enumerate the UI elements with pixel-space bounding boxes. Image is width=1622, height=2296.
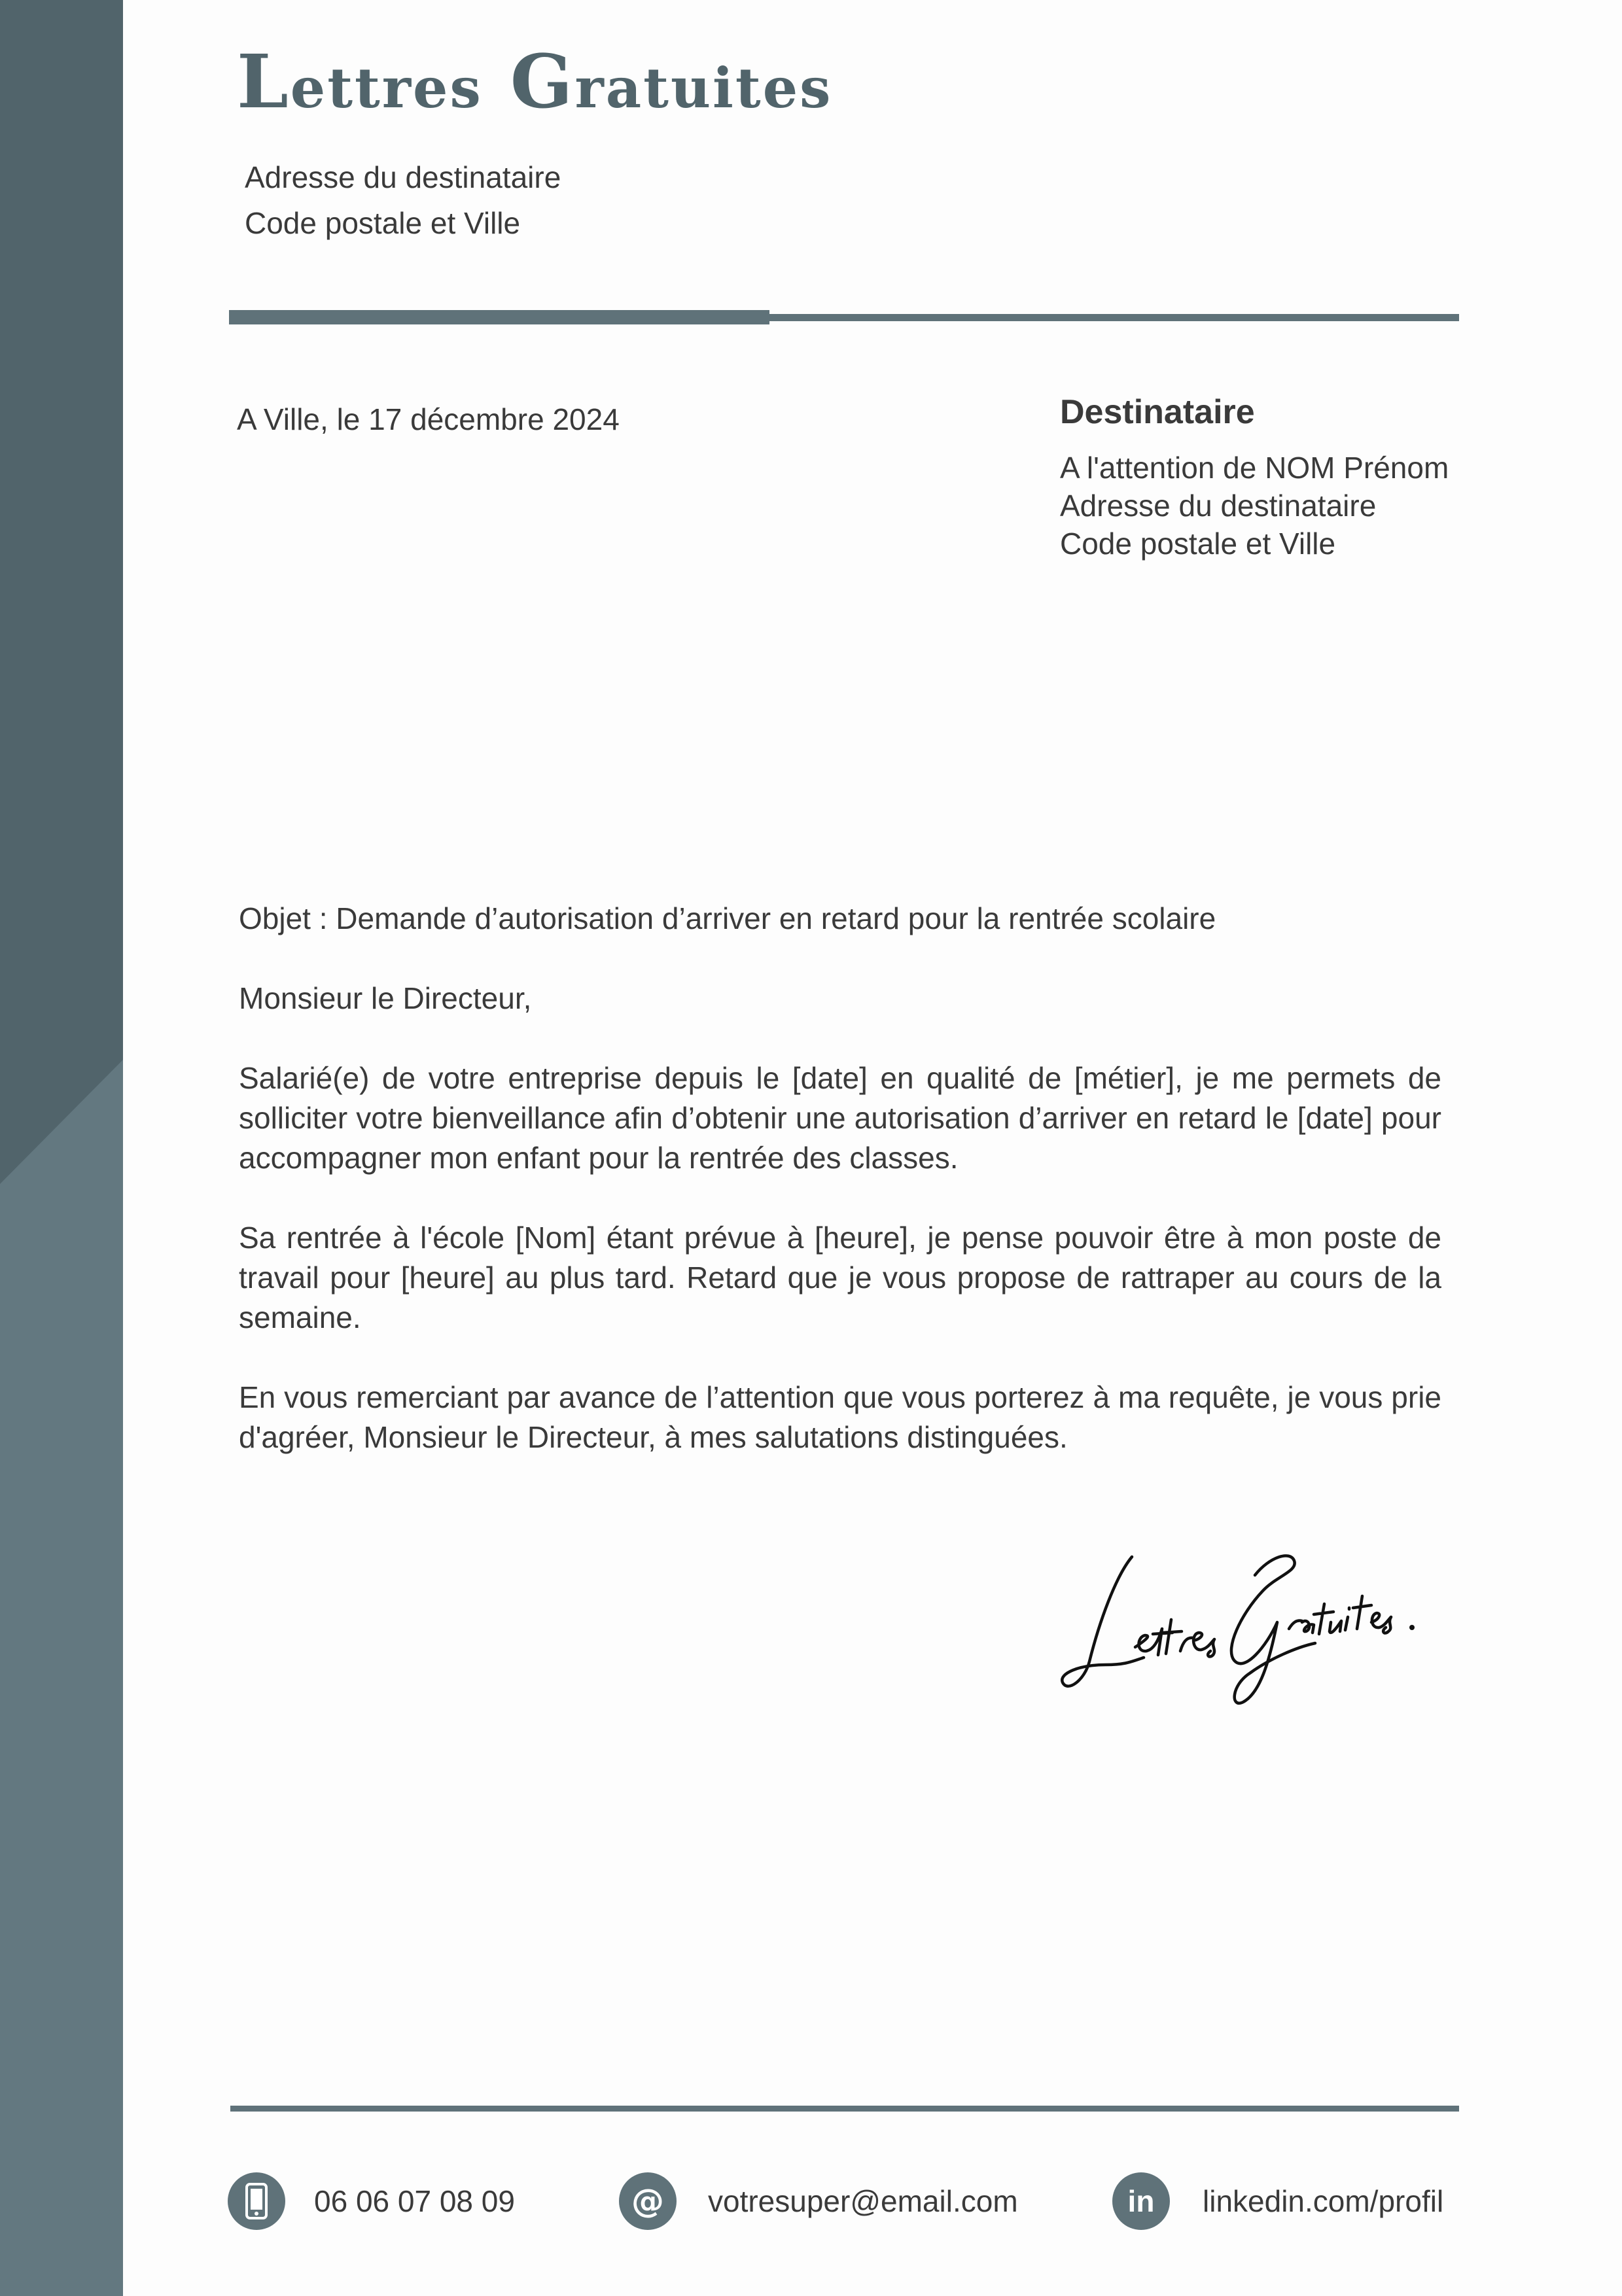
footer-email[interactable] [619, 2172, 1018, 2231]
linkedin-symbol: in [1127, 2184, 1155, 2218]
recipient-attention-line: A l'attention de NOM Prénom [1060, 451, 1449, 485]
phone-icon [228, 2172, 285, 2230]
sender-address [245, 154, 561, 246]
letter-paragraph: Salarié(e) de votre entreprise depuis le [date] en qualité de [métier], je me permets de solliciter votre bienveillance afin d’obtenir une autorisation d’arriver en retard le [date] pour accompagner mon enfant pour la rentrée des classes. [239, 1061, 1441, 1175]
footer-rule [230, 2106, 1459, 2112]
sender-address-line: Adresse du destinataire [245, 160, 561, 194]
letter-salutation: Monsieur le Directeur, [239, 981, 532, 1015]
handwritten-signature [1053, 1531, 1433, 1711]
title-word-one-rest: ettres [290, 56, 483, 120]
title-word-two-rest: ratuites [574, 56, 833, 120]
sidebar-dark-shape [0, 0, 123, 1184]
at-icon [619, 2172, 677, 2230]
footer-linkedin[interactable] [1112, 2172, 1443, 2231]
at-symbol: @ [631, 2182, 664, 2220]
title-initial-g: G [510, 39, 575, 125]
recipient-postal-line: Code postale et Ville [1060, 527, 1336, 561]
header-rule-thick [229, 310, 769, 324]
linkedin-icon [1112, 2172, 1170, 2230]
email-address: votresuper@email.com [708, 2184, 1018, 2218]
recipient-heading: Destinataire [1060, 393, 1255, 431]
title-initial-l: L [237, 39, 291, 125]
letter-paragraph: Sa rentrée à l'école [Nom] étant prévue à [heure], je pense pouvoir être à mon poste de travail pour [heure] au plus tard. Retard que je vous propose de rattraper au cours de la semaine. [239, 1221, 1441, 1334]
letter-body [239, 899, 1441, 1497]
recipient-address-line: Adresse du destinataire [1060, 489, 1377, 523]
letter-subject: Objet : Demande d’autorisation d’arriver en retard pour la rentrée scolaire [239, 901, 1216, 935]
footer-phone[interactable] [228, 2172, 515, 2231]
linkedin-url: linkedin.com/profil [1203, 2184, 1444, 2218]
phone-number: 06 06 07 08 09 [314, 2184, 515, 2218]
sidebar-band [0, 0, 123, 2296]
sender-postal-line: Code postale et Ville [245, 206, 521, 240]
date-line: A Ville, le 17 décembre 2024 [237, 402, 620, 436]
header-rule-thin [769, 314, 1459, 321]
letter-paragraph: En vous remerciant par avance de l’attention que vous porterez à ma requête, je vous prie d'agréer, Monsieur le Directeur, à mes salutations distinguées. [239, 1380, 1441, 1454]
recipient-block [1060, 392, 1449, 563]
page-title [237, 39, 832, 125]
